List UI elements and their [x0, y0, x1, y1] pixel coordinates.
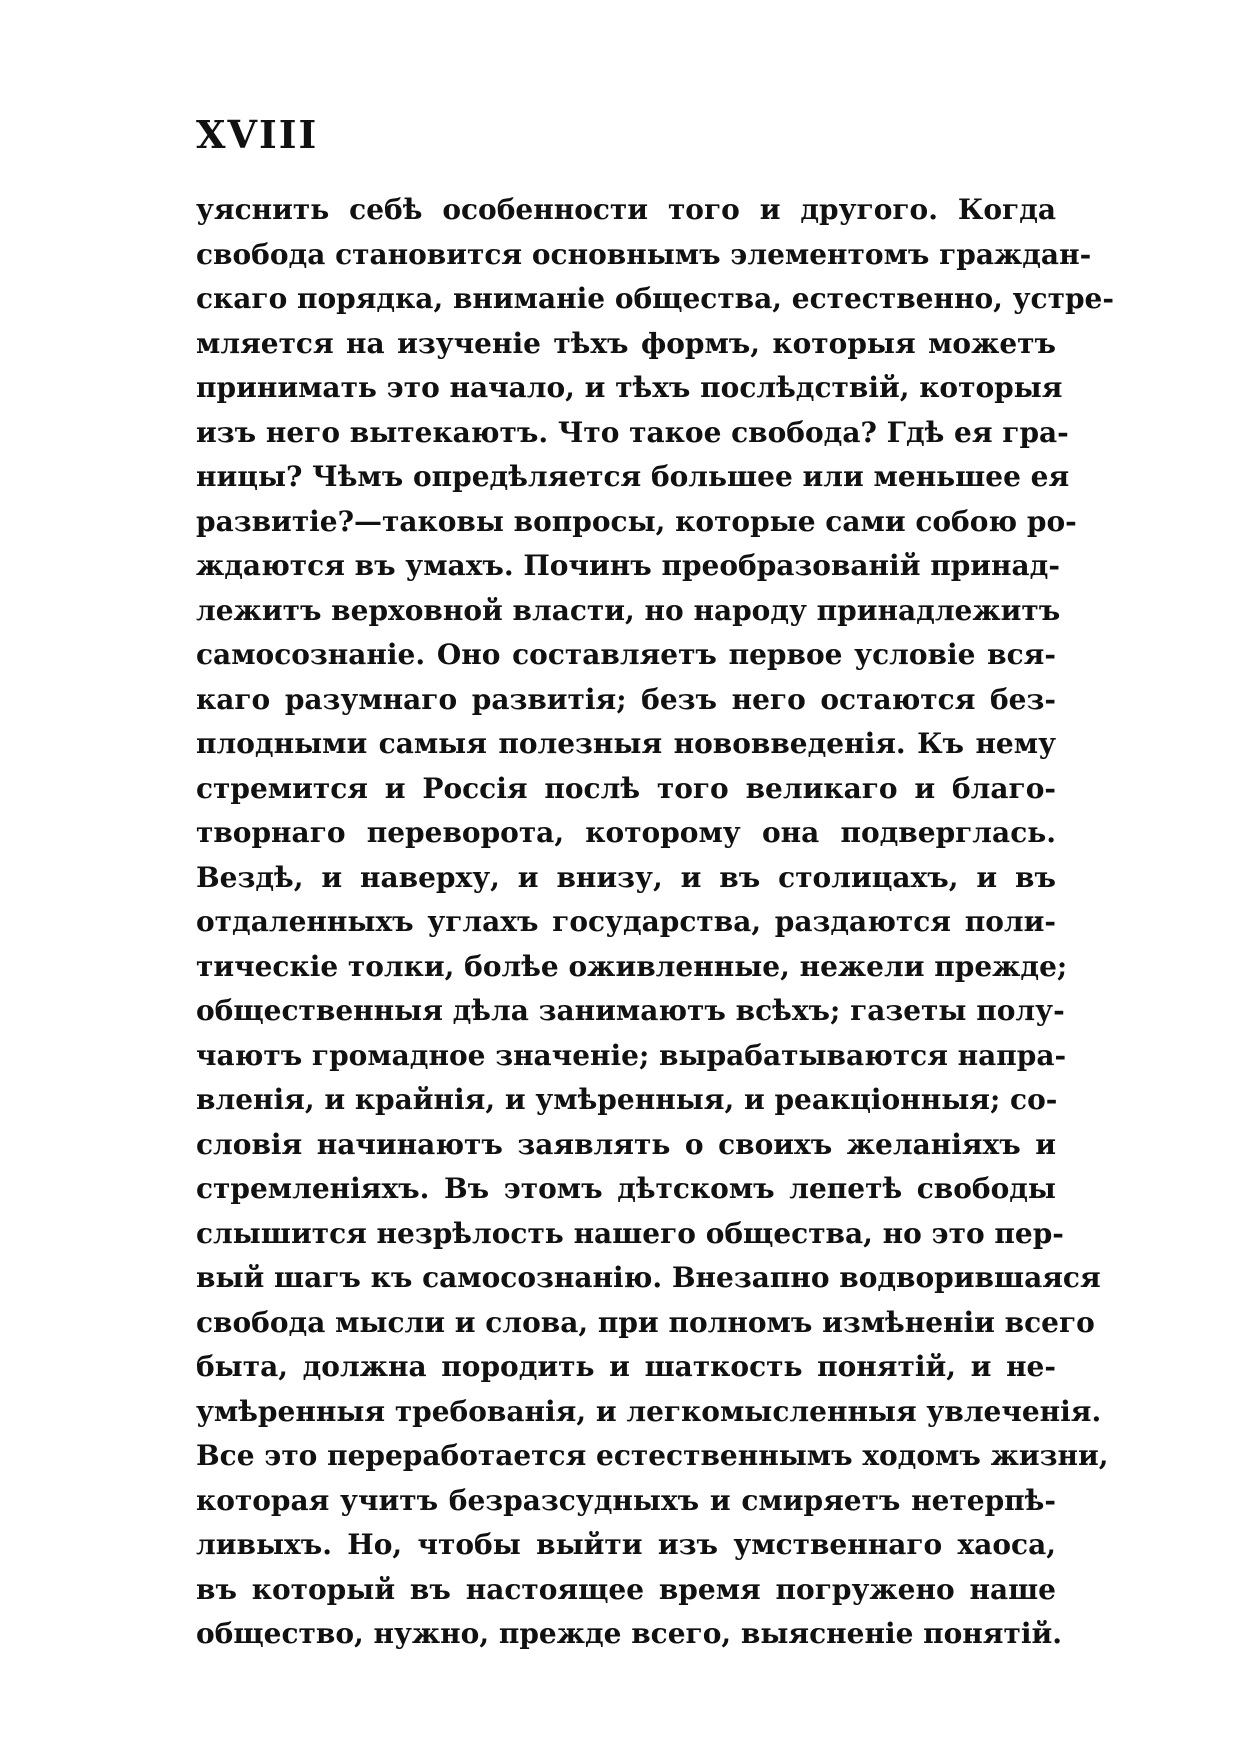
- text-line: стремится и Россія послѣ того великаго и благо-: [196, 771, 1056, 805]
- text-line: скаго порядка, вниманіе общества, естественно, устре-: [196, 282, 1114, 315]
- text-line: Вездѣ, и наверху, и внизу, и въ столицахъ, и въ: [196, 860, 1056, 894]
- text-line: свобода мысли и слова, при полномъ измѣненіи всего: [196, 1305, 1095, 1339]
- text-line: словія начинаютъ заявлять о своихъ желаніяхъ и: [196, 1127, 1056, 1161]
- text-line: ждаются въ умахъ. Починъ преобразованій принад-: [196, 549, 1060, 582]
- text-line: каго разумнаго развитія; безъ него остаются без-: [196, 682, 1056, 716]
- text-line: изъ него вытекаютъ. Что такое свобода? Гдѣ ея гра-: [196, 415, 1069, 449]
- text-line: слышится незрѣлость нашего общества, но это пер-: [196, 1216, 1064, 1250]
- text-line: тическіе толки, болѣе оживленные, нежели прежде;: [196, 949, 1068, 983]
- text-line: стремленіяхъ. Въ этомъ дѣтскомъ лепетѣ свободы: [196, 1172, 1056, 1205]
- text-line: уяснить себѣ особенности того и другого. Когда: [196, 193, 1056, 226]
- text-line: развитіе?—таковы вопросы, которые сами собою ро-: [196, 504, 1077, 538]
- body-text: [196, 188, 1114, 1657]
- text-line: ливыхъ. Но, чтобы выйти изъ умственнаго хаоса,: [196, 1528, 1056, 1561]
- text-line: которая учитъ безразсудныхъ и смиряетъ нетерпѣ-: [196, 1483, 1056, 1517]
- text-line: отдаленныхъ углахъ государства, раздаются поли-: [196, 905, 1056, 938]
- text-line: общество, нужно, прежде всего, выясненіе понятій.: [196, 1617, 1062, 1650]
- text-line: самосознаніе. Оно составляетъ первое условіе вся-: [196, 638, 1056, 671]
- text-line: въ который въ настоящее время погружено наше: [196, 1572, 1056, 1606]
- text-line: принимать это начало, и тѣхъ послѣдствій, которыя: [196, 371, 1063, 404]
- text-line: быта, должна породить и шаткость понятій, и не-: [196, 1350, 1056, 1383]
- page-number: XVIII: [196, 112, 319, 157]
- text-line: лежитъ верховной власти, но народу принадлежитъ: [196, 593, 1061, 627]
- text-line: мляется на изученіе тѣхъ формъ, которыя можетъ: [196, 326, 1056, 360]
- text-line: общественныя дѣла занимаютъ всѣхъ; газеты полу-: [196, 994, 1065, 1027]
- text-line: творнаго переворота, которому она подверглась.: [196, 816, 1056, 849]
- text-line: плодными самыя полезныя нововведенія. Къ нему: [196, 727, 1056, 760]
- text-line: вленія, и крайнія, и умѣренныя, и реакціонныя; со-: [196, 1083, 1058, 1116]
- text-line: умѣренныя требованія, и легкомысленныя увлеченія.: [196, 1394, 1102, 1428]
- text-line: чаютъ громадное значеніе; вырабатываются напра-: [196, 1038, 1067, 1072]
- text-line: вый шагъ къ самосознанію. Внезапно водворившаяся: [196, 1261, 1101, 1294]
- text-line: свобода становится основнымъ элементомъ граждан-: [196, 237, 1092, 271]
- text-line: Все это переработается естественнымъ ходомъ жизни,: [196, 1439, 1109, 1472]
- text-line: ницы? Чѣмъ опредѣляется большее или меньшее ея: [196, 460, 1070, 493]
